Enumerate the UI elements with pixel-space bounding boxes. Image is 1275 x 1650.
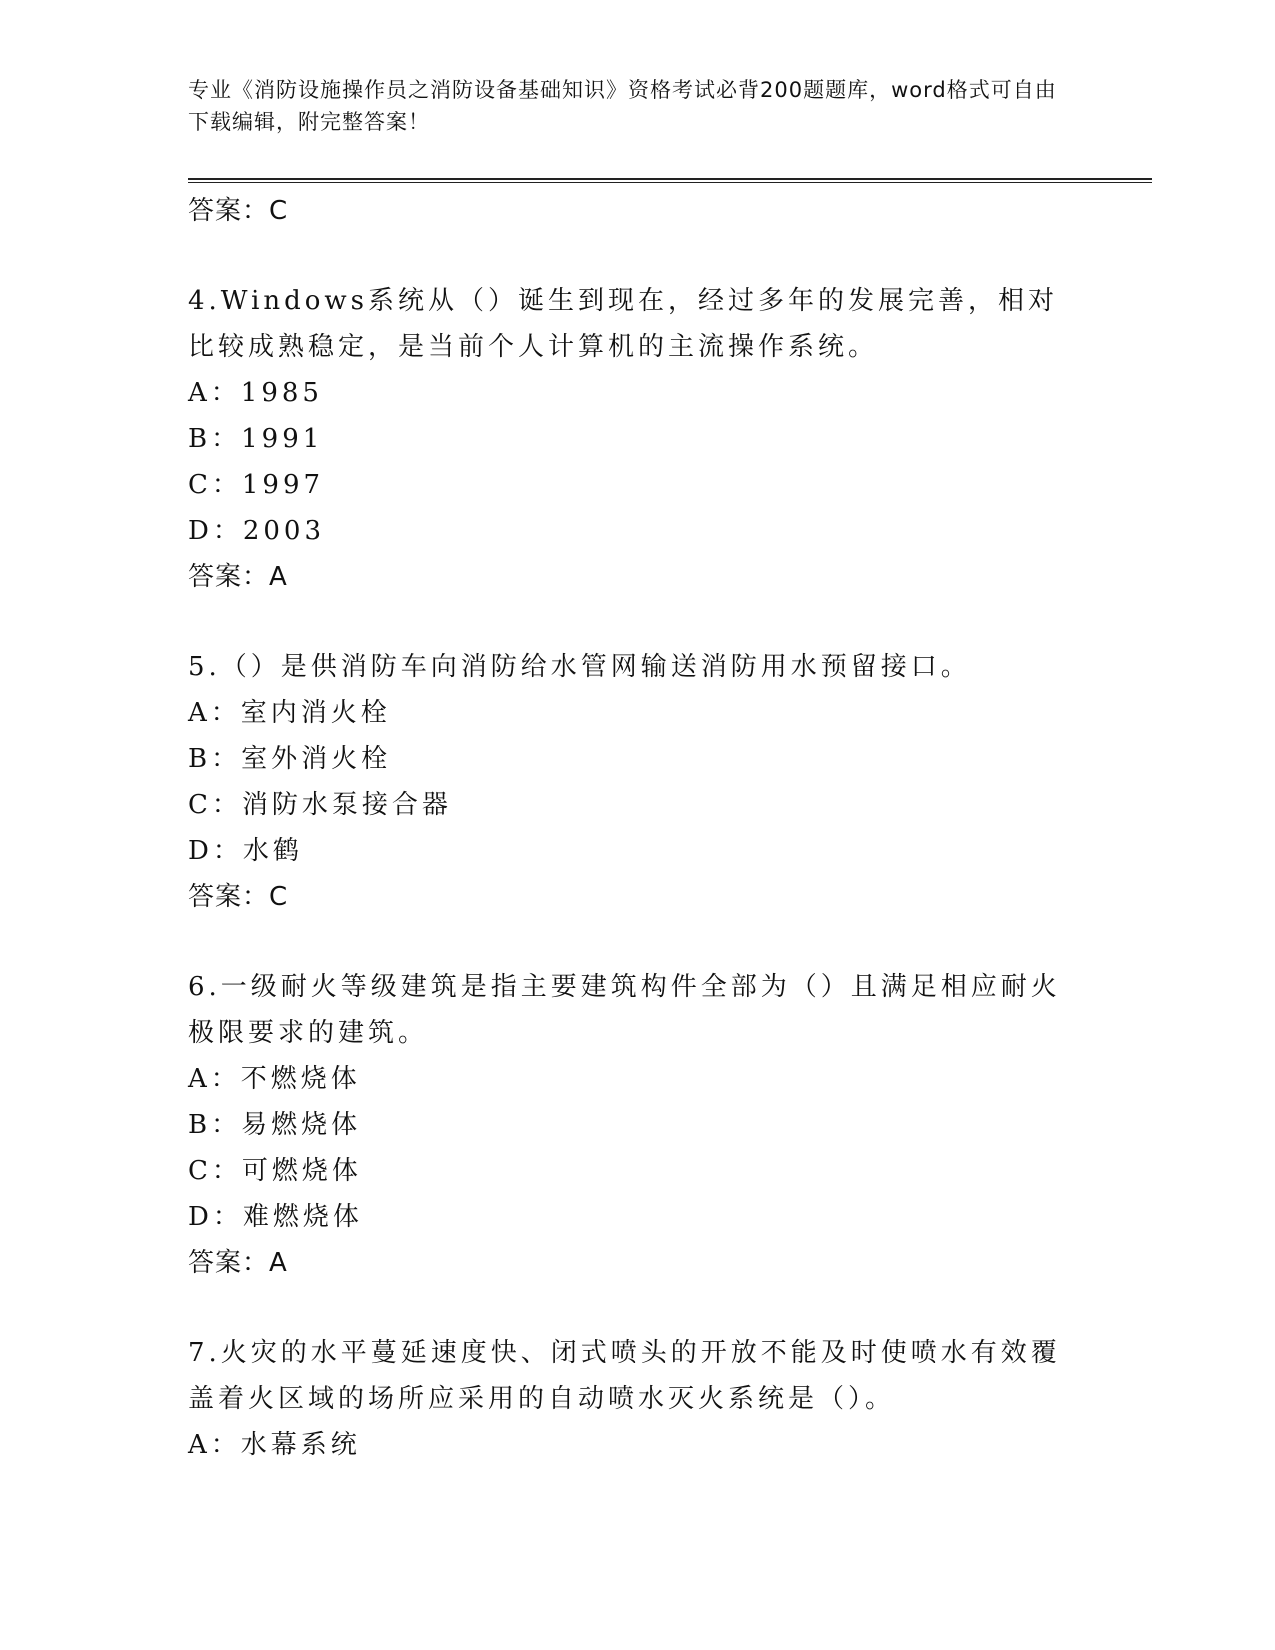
answer-line: 答案：A: [188, 1248, 288, 1278]
question-stem: 5.（）是供消防车向消防给水管网输送消防用水预留接口。: [188, 652, 971, 682]
option-b: B：1991: [188, 424, 324, 454]
option-d: D：2003: [188, 516, 326, 546]
option-d: D：难燃烧体: [188, 1202, 363, 1232]
option-c: C：消防水泵接合器: [188, 790, 452, 820]
question-stem: 4.Windows系统从（）诞生到现在，经过多年的发展完善，相对比较成熟稳定，是当前个人计算机的主流操作系统。: [188, 286, 1059, 362]
option-b: B：室外消火栓: [188, 744, 392, 774]
answer-line: 答案：C: [188, 882, 289, 912]
option-b: B：易燃烧体: [188, 1110, 362, 1140]
question-list: [188, 188, 1088, 1468]
question-stem: 7.火灾的水平蔓延速度快、闭式喷头的开放不能及时使喷水有效覆盖着火区域的场所应采用的自动喷水灭火系统是（）。: [188, 1338, 1061, 1414]
question-stem: 6.一级耐火等级建筑是指主要建筑构件全部为（）且满足相应耐火极限要求的建筑。: [188, 972, 1061, 1048]
question-7: [188, 1330, 1088, 1468]
option-c: C：1997: [188, 470, 325, 500]
option-a: A：水幕系统: [188, 1430, 361, 1460]
answer-line: 答案：A: [188, 562, 288, 592]
question-6: [188, 964, 1088, 1286]
header-divider: [188, 178, 1152, 183]
option-a: A：1985: [188, 378, 323, 408]
answer-line: 答案：C: [188, 196, 289, 226]
option-a: A：室内消火栓: [188, 698, 391, 728]
document-header: 专业《消防设施操作员之消防设备基础知识》资格考试必背200题题库，word格式可自由下载编辑，附完整答案！: [188, 78, 1057, 134]
question-5: [188, 644, 1088, 920]
question-4: [188, 278, 1088, 600]
option-a: A：不燃烧体: [188, 1064, 361, 1094]
option-d: D：水鹤: [188, 836, 303, 866]
option-c: C：可燃烧体: [188, 1156, 362, 1186]
